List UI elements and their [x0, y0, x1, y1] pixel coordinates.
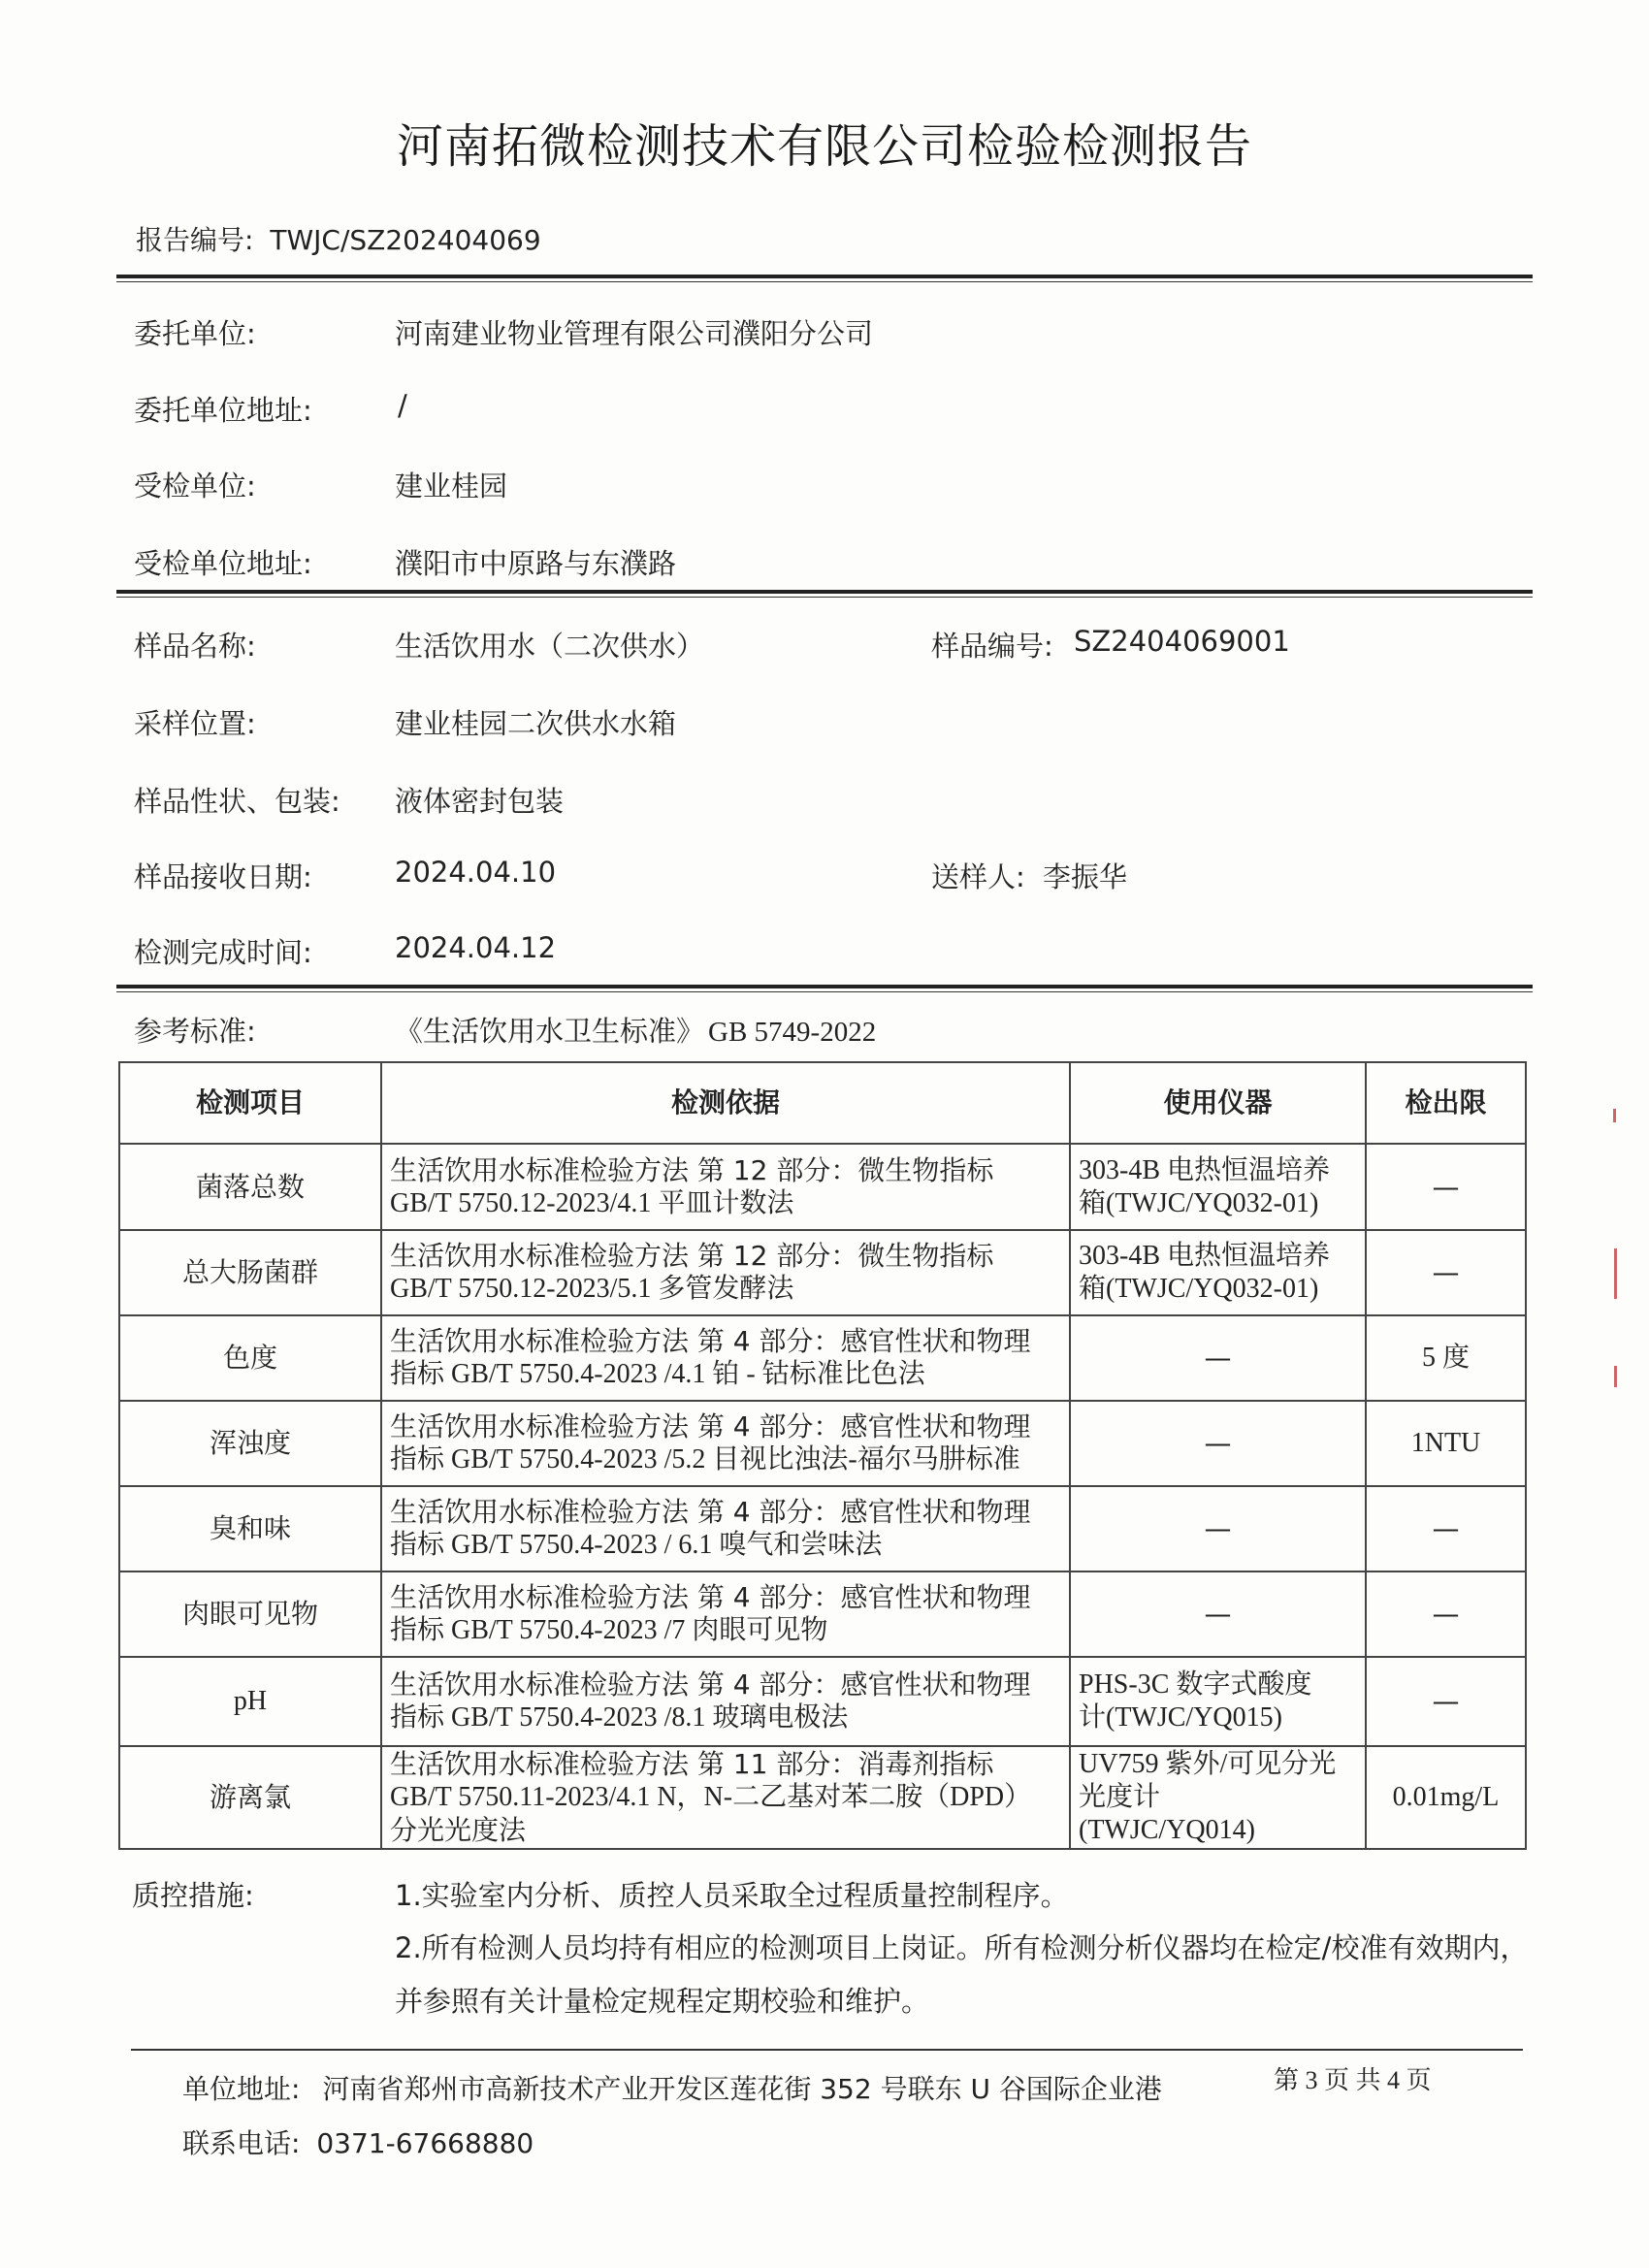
divider [116, 590, 1533, 598]
basis-line: 分光光度法 [390, 1814, 527, 1846]
item-cell: 浑浊度 [119, 1401, 381, 1486]
table-row [119, 1315, 1526, 1401]
sender-label: 送样人: [931, 860, 1025, 893]
basis-line: 指标 GB/T 5750.4-2023 /5.2 目视比浊法-福尔马肼标准 [390, 1444, 1020, 1474]
footer-address-label: 单位地址: [182, 2073, 301, 2105]
table-row [119, 1571, 1526, 1657]
instrument-line: 303-4B 电热恒温培养 [1079, 1154, 1331, 1185]
limit-cell: — [1366, 1571, 1526, 1657]
instrument-line: (TWJC/YQ014) [1079, 1815, 1255, 1845]
instrument-line: 箱(TWJC/YQ032-01) [1079, 1274, 1319, 1304]
instrument-line: PHS-3C 数字式酸度 [1079, 1669, 1312, 1700]
sample-no-label: 样品编号: [931, 630, 1053, 663]
table-header-row [119, 1062, 1526, 1144]
finish-time-value: 2024.04.12 [395, 931, 557, 964]
standard-name: 《生活饮用水卫生标准》 [395, 1015, 705, 1048]
edge-mark [1614, 1366, 1617, 1387]
basis-cell [381, 1401, 1070, 1486]
entrust-addr-value: / [398, 389, 407, 422]
standard-code: GB 5749-2022 [708, 1017, 877, 1048]
inspected-unit-label: 受检单位: [134, 470, 256, 502]
basis-line: 指标 GB/T 5750.4-2023 /8.1 玻璃电极法 [390, 1702, 849, 1733]
qc-line-1: 1.实验室内分析、质控人员采取全过程质量控制程序。 [395, 1879, 1069, 1912]
basis-line: 生活饮用水标准检验方法 第 4 部分：感官性状和物理 [390, 1669, 1031, 1701]
basis-line: 指标 GB/T 5750.4-2023 /7 肉眼可见物 [390, 1615, 828, 1645]
basis-line: 生活饮用水标准检验方法 第 4 部分：感官性状和物理 [390, 1410, 1031, 1442]
basis-cell [381, 1315, 1070, 1401]
item-cell: 总大肠菌群 [119, 1230, 381, 1315]
table-row [119, 1657, 1526, 1746]
basis-line: GB/T 5750.12-2023/4.1 平皿计数法 [390, 1187, 794, 1218]
instrument-cell: — [1070, 1486, 1366, 1571]
standard-value [395, 1010, 876, 1050]
sample-no-value: SZ2404069001 [1074, 625, 1290, 658]
report-number [136, 219, 541, 258]
footer-phone-label: 联系电话: [182, 2127, 301, 2159]
limit-cell: 0.01mg/L [1366, 1746, 1526, 1849]
report-number-label: 报告编号: [136, 224, 254, 256]
header-basis: 检测依据 [381, 1062, 1070, 1144]
limit-cell: — [1366, 1486, 1526, 1571]
receive-date-label: 样品接收日期: [134, 860, 312, 893]
sample-form-label: 样品性状、包装: [134, 785, 340, 818]
table-row [119, 1401, 1526, 1486]
standard-label: 参考标准: [134, 1015, 256, 1048]
basis-line: 生活饮用水标准检验方法 第 4 部分：感官性状和物理 [390, 1325, 1031, 1357]
basis-line: 生活饮用水标准检验方法 第 4 部分：感官性状和物理 [390, 1581, 1031, 1613]
limit-cell: — [1366, 1230, 1526, 1315]
limit-cell: — [1366, 1144, 1526, 1230]
test-items-table [118, 1061, 1527, 1850]
basis-line: 生活饮用水标准检验方法 第 12 部分：微生物指标 [390, 1153, 994, 1186]
footer-phone [182, 2122, 534, 2161]
divider [116, 275, 1533, 282]
limit-cell: 1NTU [1366, 1401, 1526, 1486]
inspected-addr-label: 受检单位地址: [134, 547, 312, 580]
footer-address-value: 河南省郑州市高新技术产业开发区莲花街 352 号联东 U 谷国际企业港 [322, 2073, 1162, 2105]
instrument-line: 光度计 [1079, 1782, 1161, 1812]
table-row [119, 1230, 1526, 1315]
basis-line: 指标 GB/T 5750.4-2023 /4.1 铂 - 钴标准比色法 [390, 1359, 925, 1389]
receive-date-value: 2024.04.10 [395, 856, 557, 889]
sample-name-label: 样品名称: [134, 630, 256, 663]
instrument-cell [1070, 1230, 1366, 1315]
item-cell: 色度 [119, 1315, 381, 1401]
basis-cell [381, 1657, 1070, 1746]
edge-mark [1614, 1248, 1617, 1299]
table-row [119, 1746, 1526, 1849]
inspected-addr-value: 濮阳市中原路与东濮路 [395, 547, 677, 580]
sample-form-value: 液体密封包装 [395, 785, 565, 818]
entrust-addr-label: 委托单位地址: [134, 394, 312, 427]
basis-line: GB/T 5750.12-2023/5.1 多管发酵法 [390, 1274, 794, 1304]
basis-cell [381, 1486, 1070, 1571]
qc-line-3: 并参照有关计量检定规程定期校验和维护。 [395, 1985, 930, 2018]
instrument-cell: — [1070, 1571, 1366, 1657]
qc-label: 质控措施: [132, 1879, 254, 1912]
basis-line: GB/T 5750.11-2023/4.1 N，N-二乙基对苯二胺（DPD） [390, 1782, 1032, 1812]
finish-time-label: 检测完成时间: [134, 936, 312, 969]
qc-line-2: 2.所有检测人员均持有相应的检测项目上岗证。所有检测分析仪器均在检定/校准有效期内， [395, 1931, 1529, 1964]
header-instrument: 使用仪器 [1070, 1062, 1366, 1144]
sample-location-value: 建业桂园二次供水水箱 [395, 707, 677, 740]
instrument-cell: — [1070, 1401, 1366, 1486]
sample-location-label: 采样位置: [134, 707, 256, 740]
footer-divider [131, 2049, 1523, 2051]
item-cell: 臭和味 [119, 1486, 381, 1571]
table-row [119, 1486, 1526, 1571]
footer-phone-value: 0371-67668880 [316, 2127, 534, 2159]
inspected-unit-value: 建业桂园 [395, 470, 508, 502]
instrument-cell [1070, 1144, 1366, 1230]
report-number-value: TWJC/SZ202404069 [270, 224, 541, 256]
basis-line: 生活饮用水标准检验方法 第 4 部分：感官性状和物理 [390, 1496, 1031, 1528]
entrust-unit-value: 河南建业物业管理有限公司濮阳分公司 [395, 317, 874, 350]
entrust-unit-label: 委托单位: [134, 317, 256, 350]
edge-mark [1613, 1109, 1616, 1122]
basis-cell [381, 1144, 1070, 1230]
page-number: 第 3 页 共 4 页 [1274, 2066, 1432, 2094]
limit-cell: — [1366, 1657, 1526, 1746]
item-cell: 游离氯 [119, 1746, 381, 1849]
basis-cell [381, 1571, 1070, 1657]
instrument-cell [1070, 1657, 1366, 1746]
instrument-cell: — [1070, 1315, 1366, 1401]
instrument-line: 303-4B 电热恒温培养 [1079, 1241, 1331, 1271]
basis-line: 指标 GB/T 5750.4-2023 / 6.1 嗅气和尝味法 [390, 1530, 883, 1560]
basis-cell [381, 1230, 1070, 1315]
table-row [119, 1144, 1526, 1230]
basis-cell [381, 1746, 1070, 1849]
footer-address [182, 2068, 1162, 2107]
header-item: 检测项目 [119, 1062, 381, 1144]
item-cell: 肉眼可见物 [119, 1571, 381, 1657]
item-cell: 菌落总数 [119, 1144, 381, 1230]
instrument-line: 箱(TWJC/YQ032-01) [1079, 1187, 1319, 1218]
basis-line: 生活饮用水标准检验方法 第 12 部分：微生物指标 [390, 1240, 994, 1272]
basis-line: 生活饮用水标准检验方法 第 11 部分：消毒剂指标 [390, 1748, 994, 1780]
sender-value: 李振华 [1043, 860, 1128, 893]
limit-cell: 5 度 [1366, 1315, 1526, 1401]
instrument-cell [1070, 1746, 1366, 1849]
instrument-line: UV759 紫外/可见分光 [1079, 1749, 1337, 1779]
divider [116, 985, 1533, 992]
sample-name-value: 生活饮用水（二次供水） [395, 630, 705, 663]
instrument-line: 计(TWJC/YQ015) [1079, 1702, 1282, 1733]
item-cell: pH [119, 1657, 381, 1746]
report-title: 河南拓微检测技术有限公司检验检测报告 [396, 119, 1252, 174]
header-limit: 检出限 [1366, 1062, 1526, 1144]
